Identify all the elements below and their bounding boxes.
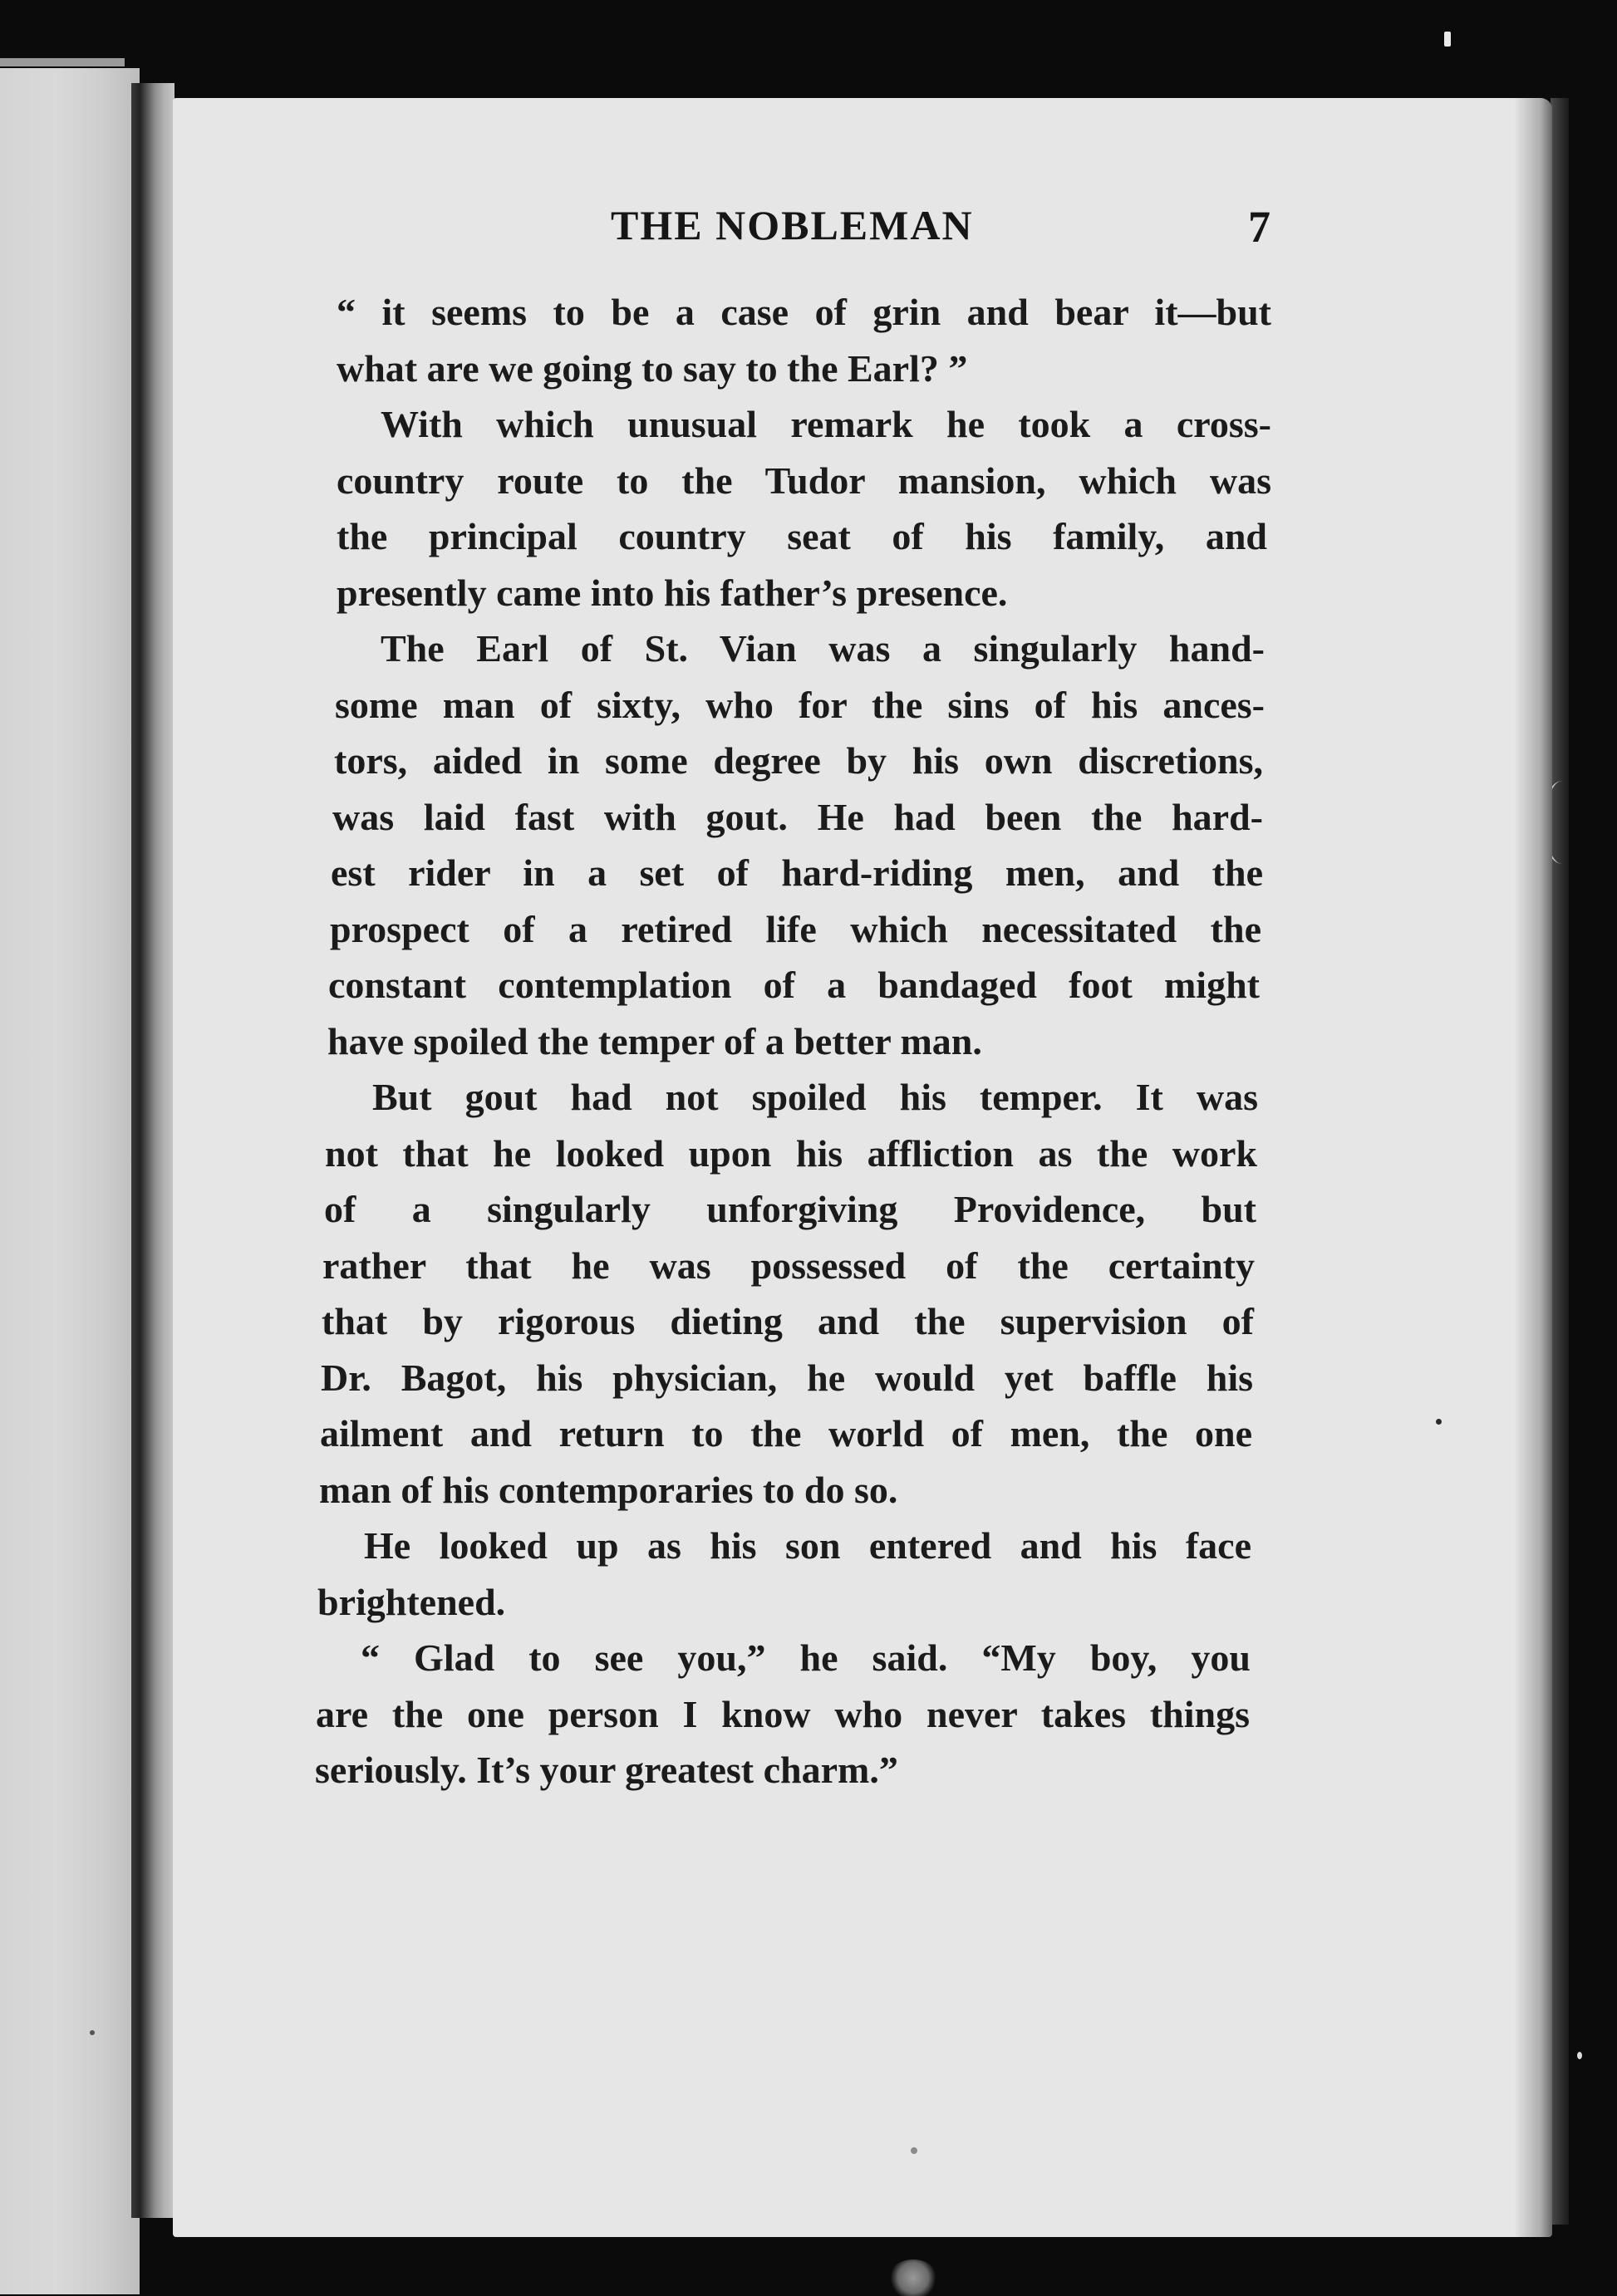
book-gutter bbox=[131, 83, 174, 2218]
scan-artifact bbox=[889, 2259, 937, 2296]
text-line: some man of sixty, who for the sins of his ances- bbox=[335, 684, 1265, 726]
text-line: But gout had not spoiled his temper. It was bbox=[372, 1076, 1258, 1118]
speck bbox=[90, 2030, 95, 2035]
page-right-edge-shadow bbox=[1551, 98, 1569, 2225]
text-line: With which unusual remark he took a cross- bbox=[381, 403, 1271, 445]
text-line: constant contemplation of a bandaged foot might bbox=[328, 964, 1260, 1006]
text-line: “ it seems to be a case of grin and bear it—but bbox=[337, 291, 1271, 333]
speck bbox=[1577, 2052, 1582, 2059]
text-line: man of his contemporaries to do so. bbox=[319, 1469, 898, 1511]
text-line: brightened. bbox=[317, 1581, 506, 1623]
corner-mark bbox=[1444, 32, 1451, 47]
text-line: are the one person I know who never takes things bbox=[316, 1693, 1250, 1735]
left-page-margin bbox=[0, 68, 140, 2294]
text-line: have spoiled the temper of a better man. bbox=[327, 1020, 982, 1062]
text-line: The Earl of St. Vian was a singularly hand- bbox=[381, 627, 1265, 670]
page-number: 7 bbox=[1248, 202, 1270, 252]
text-line: ailment and return to the world of men, the one bbox=[320, 1412, 1252, 1455]
text-line: the principal country seat of his family, and bbox=[337, 515, 1267, 557]
running-head: THE NOBLEMAN bbox=[611, 202, 974, 248]
page-shade bbox=[1514, 98, 1552, 2237]
text-line: presently came into his father’s presence. bbox=[337, 572, 1008, 614]
text-line: Dr. Bagot, his physician, he would yet baffle his bbox=[321, 1357, 1253, 1399]
speck bbox=[911, 2147, 917, 2154]
text-line: est rider in a set of hard-riding men, and the bbox=[331, 851, 1263, 894]
text-line: of a singularly unforgiving Providence, but bbox=[324, 1188, 1256, 1230]
text-line: what are we going to say to the Earl? ” bbox=[337, 347, 968, 390]
speck bbox=[1436, 1419, 1442, 1425]
text-line: prospect of a retired life which necessitated the bbox=[330, 908, 1261, 950]
text-line: was laid fast with gout. He had been the hard- bbox=[332, 796, 1263, 838]
text-line: that by rigorous dieting and the supervision of bbox=[322, 1300, 1254, 1342]
text-line: rather that he was possessed of the certainty bbox=[322, 1244, 1255, 1287]
text-line: tors, aided in some degree by his own discretions, bbox=[334, 739, 1263, 782]
left-page-top-edge bbox=[0, 58, 125, 66]
text-line: He looked up as his son entered and his face bbox=[364, 1524, 1251, 1567]
text-line: seriously. It’s your greatest charm.” bbox=[315, 1749, 898, 1791]
text-line: “ Glad to see you,” he said. “My boy, you bbox=[361, 1636, 1251, 1679]
text-line: country route to the Tudor mansion, which was bbox=[337, 459, 1271, 502]
text-line: not that he looked upon his affliction as the work bbox=[325, 1132, 1257, 1175]
